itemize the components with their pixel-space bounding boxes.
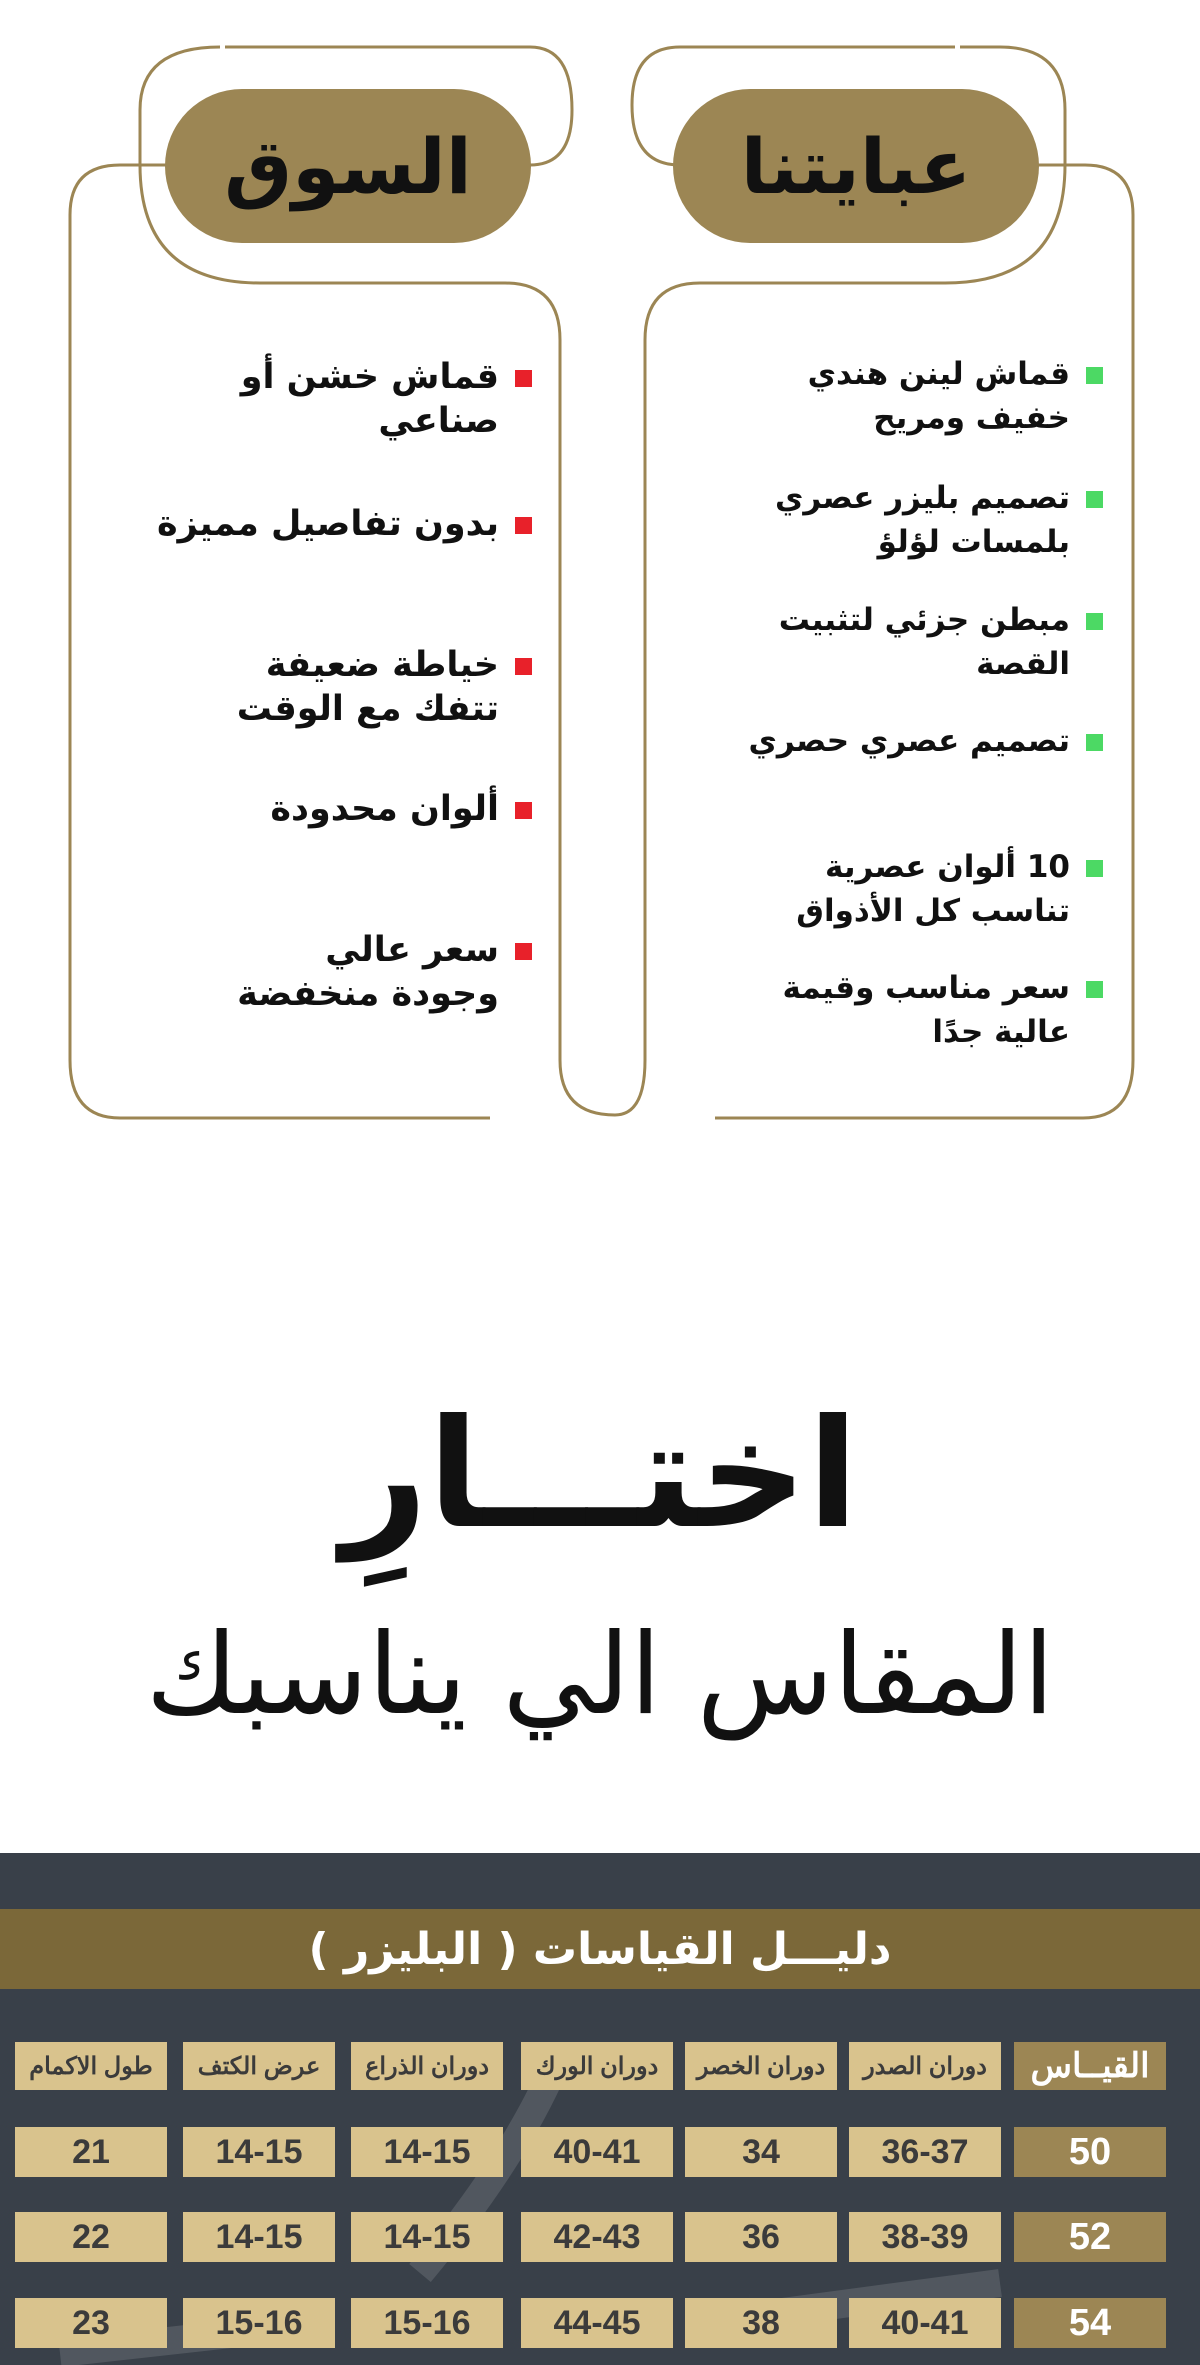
cell-sleeve: 21: [15, 2127, 167, 2177]
cell-sleeve: 22: [15, 2212, 167, 2262]
cell-waist: 36: [685, 2212, 837, 2262]
cell-chest: 38-39: [849, 2212, 1001, 2262]
feature-text: قماش لينن هندي خفيف ومريح: [807, 356, 1070, 436]
feature-text: تصميم عصري حصري: [748, 723, 1070, 759]
size-guide-table: [0, 1853, 1200, 2365]
feature-text: ألوان محدودة: [270, 789, 499, 829]
list-item: [237, 928, 532, 1016]
check-bullet-icon: [1086, 367, 1103, 384]
cross-bullet-icon: [515, 802, 532, 819]
feature-text: سعر مناسب وقيمة عالية جدًا: [782, 970, 1070, 1050]
header-hip: دوران الورك: [521, 2042, 673, 2090]
cell-waist: 34: [685, 2127, 837, 2177]
feature-text: 10 ألوان عصرية تناسب كل الأذواق: [796, 849, 1070, 929]
list-item: [808, 352, 1103, 440]
market-title-pill: السوق: [165, 89, 531, 243]
header-shoulder: عرض الكتف: [183, 2042, 335, 2090]
hero-subtitle: المقاس الي يناسبك: [145, 1610, 1055, 1740]
list-item: [157, 502, 532, 546]
size-guide-section: [0, 1853, 1200, 2365]
cross-bullet-icon: [515, 517, 532, 534]
ours-title-pill: عبايتنا: [673, 89, 1039, 243]
list-item: [783, 966, 1103, 1054]
cell-arm: 14-15: [351, 2127, 503, 2177]
cell-shoulder: 15-16: [183, 2298, 335, 2348]
cell-chest: 40-41: [849, 2298, 1001, 2348]
cell-sleeve: 23: [15, 2298, 167, 2348]
check-bullet-icon: [1086, 491, 1103, 508]
check-bullet-icon: [1086, 734, 1103, 751]
check-bullet-icon: [1086, 613, 1103, 630]
feature-text: سعر عالي وجودة منخفضة: [237, 930, 499, 1014]
list-item: [748, 719, 1103, 763]
cell-size: 50: [1014, 2127, 1166, 2177]
ours-feature-list: [700, 0, 1103, 1100]
cell-hip: 42-43: [521, 2212, 673, 2262]
feature-text: بدون تفاصيل مميزة: [156, 504, 499, 544]
feature-text: خياطة ضعيفة تتفك مع الوقت: [236, 645, 499, 729]
cell-arm: 14-15: [351, 2212, 503, 2262]
header-chest: دوران الصدر: [849, 2042, 1001, 2090]
cell-arm: 15-16: [351, 2298, 503, 2348]
check-bullet-icon: [1086, 860, 1103, 877]
feature-text: تصميم بليزر عصري بلمسات لؤلؤ: [774, 480, 1070, 560]
cross-bullet-icon: [515, 370, 532, 387]
cell-shoulder: 14-15: [183, 2212, 335, 2262]
cell-waist: 38: [685, 2298, 837, 2348]
list-item: [700, 598, 1103, 686]
hero-title: اختـــارِ: [341, 1388, 859, 1562]
header-waist: دوران الخصر: [685, 2042, 837, 2090]
comparison-section: [0, 0, 1200, 1140]
cell-size: 52: [1014, 2212, 1166, 2262]
list-item: [110, 355, 532, 443]
check-bullet-icon: [1086, 981, 1103, 998]
feature-text: مبطن جزئي لتثبيت القصة: [778, 602, 1070, 682]
header-size: القيــاس: [1014, 2042, 1166, 2090]
list-item: [775, 476, 1103, 564]
feature-text: قماش خشن أو صناعي: [240, 357, 499, 441]
list-item: [796, 845, 1103, 933]
cell-shoulder: 14-15: [183, 2127, 335, 2177]
list-item: [237, 643, 532, 731]
header-sleeve: طول الاكمام: [15, 2042, 167, 2090]
size-guide-title: دليـــل القياسات ( البليزر ): [0, 1909, 1200, 1989]
cell-hip: 40-41: [521, 2127, 673, 2177]
cross-bullet-icon: [515, 658, 532, 675]
cross-bullet-icon: [515, 943, 532, 960]
cell-size: 54: [1014, 2298, 1166, 2348]
list-item: [270, 787, 532, 831]
market-feature-list: [110, 0, 532, 1100]
cell-hip: 44-45: [521, 2298, 673, 2348]
header-arm: دوران الذراع: [351, 2042, 503, 2090]
cell-chest: 36-37: [849, 2127, 1001, 2177]
